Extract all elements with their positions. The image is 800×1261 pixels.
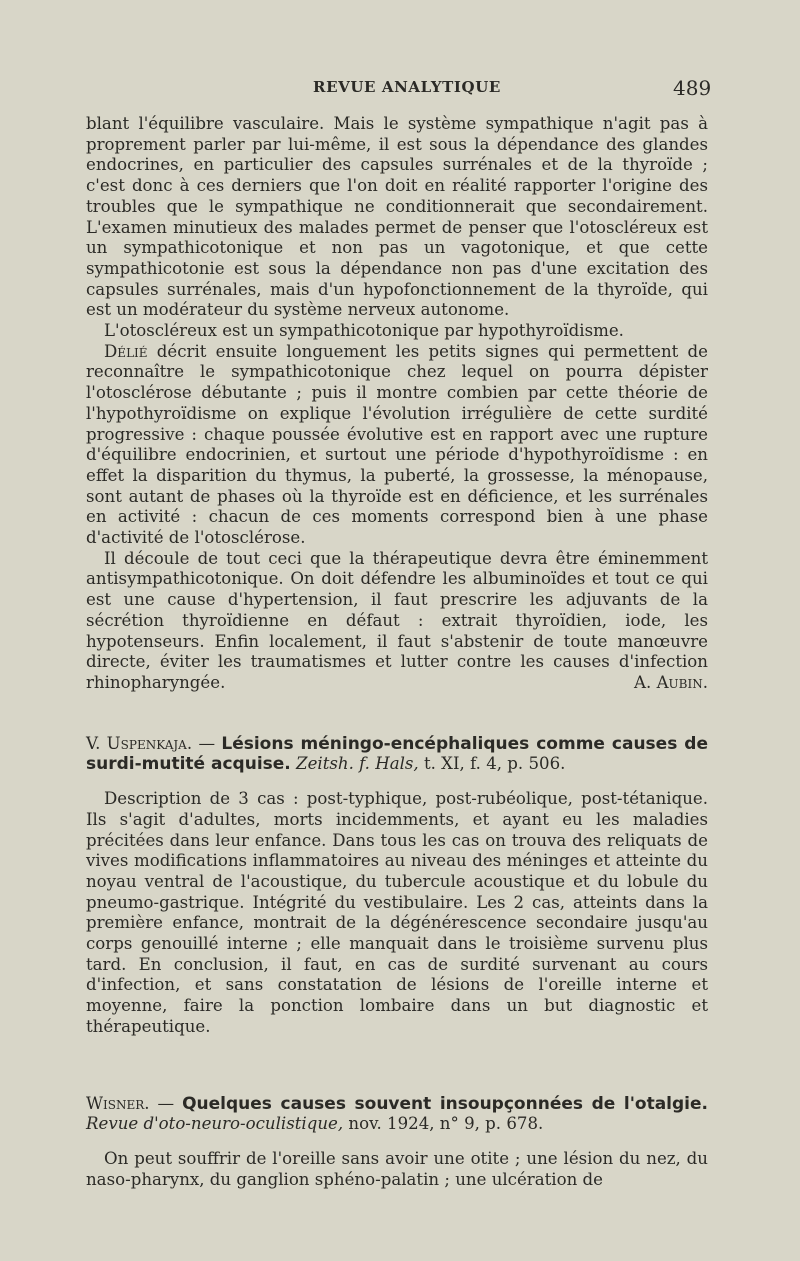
- article-reference: nov. 1924, n° 9, p. 678.: [343, 1114, 544, 1134]
- article-body: Description de 3 cas : post-typhique, post-rubéolique, post-tétanique. Ils s'agit d'adultes, morts incidemments, et ayant eu les maladies précitées dans leur enfance. Dans tous les cas on trouva des reliquats de vives modifications inflammatoires au niveau des méninges et atteinte du noyau ventral de l'acoustique, du tubercule acoustique et du lobule du pneumo-gastrique. Intégrité du vestibulaire. Les 2 cas, atteints dans la première enfance, montrait de la dégénérescence secondaire jusqu'au corps genouillé interne ; elle manquait dans le troisième survenu plus tard. En conclusion, il faut, en cas de surdité survenant au cours d'infection, et sans constatation de lésions de l'oreille interne et moyenne, faire la ponction lombaire dans un but diagnostic et thérapeutique.: [86, 789, 708, 1036]
- paragraph-therapy: [86, 549, 708, 694]
- running-title: REVUE ANALYTIQUE: [313, 78, 501, 96]
- page-number: 489: [673, 76, 712, 100]
- article-reference: t. XI, f. 4, p. 506.: [418, 754, 566, 774]
- page-header: [0, 76, 800, 104]
- article-dash: —: [192, 733, 222, 753]
- article-author: Wisner.: [86, 1093, 150, 1113]
- paragraph-summary: L'otoscléreux est un sympathicotonique par hypothyroïdisme.: [104, 321, 624, 341]
- article-source: Zeitsh. f. Hals,: [290, 754, 419, 774]
- paragraph-delie: [86, 342, 708, 549]
- article-title: Quelques causes souvent insoupçonnées de l'otalgie.: [182, 1093, 708, 1114]
- article-heading-uspenkaja: [86, 734, 708, 775]
- paragraph-continuation: blant l'équilibre vasculaire. Mais le système sympathique n'agit pas à proprement parler par lui-même, il est sous la dépendance des glandes endocrines, en particulier des capsules surrénales et de la thyroïde ; c'est donc à ces derniers que l'on doit en réalité rapporter l'origine des troubles que le sympathique ne conditionnerait que secondairement. L'examen minutieux des malades permet de penser que l'otoscléreux est un sympathicotonique et non pas un vagotonique, et que cette sympathicotonie est sous la dépendance non pas d'une excitation des capsules surrénales, mais d'un hypofonctionnement de la thyroïde, qui est un modérateur du système nerveux autonome.: [86, 114, 708, 320]
- article-title: Lésions méningo-encéphaliques comme causes de surdi-mutité acquise.: [86, 733, 708, 775]
- body-text: [86, 114, 708, 1190]
- paragraph-therapy-text: Il découle de tout ceci que la thérapeutique devra être éminemment antisympathicotonique. On doit défendre les albuminoïdes et tout ce qui est une cause d'hypertension, il faut prescrire les adjuvants de la sécrétion thyroïdienne en défaut : extrait thyroïdien, iode, les hypotenseurs. Enfin localement, il faut s'abstenir de toute manœuvre directe, éviter les traumatismes et lutter contre les causes d'infection rhinopharyngée.: [86, 548, 708, 692]
- article-body: On peut souffrir de l'oreille sans avoir une otite ; une lésion du nez, du naso-pharynx, du ganglion sphéno-palatin ; une ulcération de: [86, 1148, 708, 1189]
- article-source: Revue d'oto-neuro-oculistique,: [86, 1114, 344, 1134]
- signature: A. Aubin.: [634, 672, 708, 692]
- article-author: V. Uspenkaja.: [86, 733, 193, 753]
- article-dash: —: [149, 1093, 183, 1113]
- article-heading-wisner: [86, 1094, 708, 1135]
- author-name: Délié: [104, 341, 148, 361]
- paragraph-delie-text: décrit ensuite longuement les petits signes qui permettent de reconnaître le sympathicotonique chez lequel on pourra dépister l'otosclérose débutante ; puis il montre combien par cette théorie de l'hypothyroïdisme on explique l'évolution irrégulière de cette surdité progressive : chaque poussée évolutive est en rapport avec une rupture d'équilibre endocrinien, et surtout une période d'hypothyroïdisme : en effet la disparition du thymus, la puberté, la grossesse, la ménopause, sont autant de phases où la thyroïde est en déficience, et les surrénales en activité : chacun de ces moments correspond bien à une phase d'activité de l'otosclérose.: [86, 341, 708, 548]
